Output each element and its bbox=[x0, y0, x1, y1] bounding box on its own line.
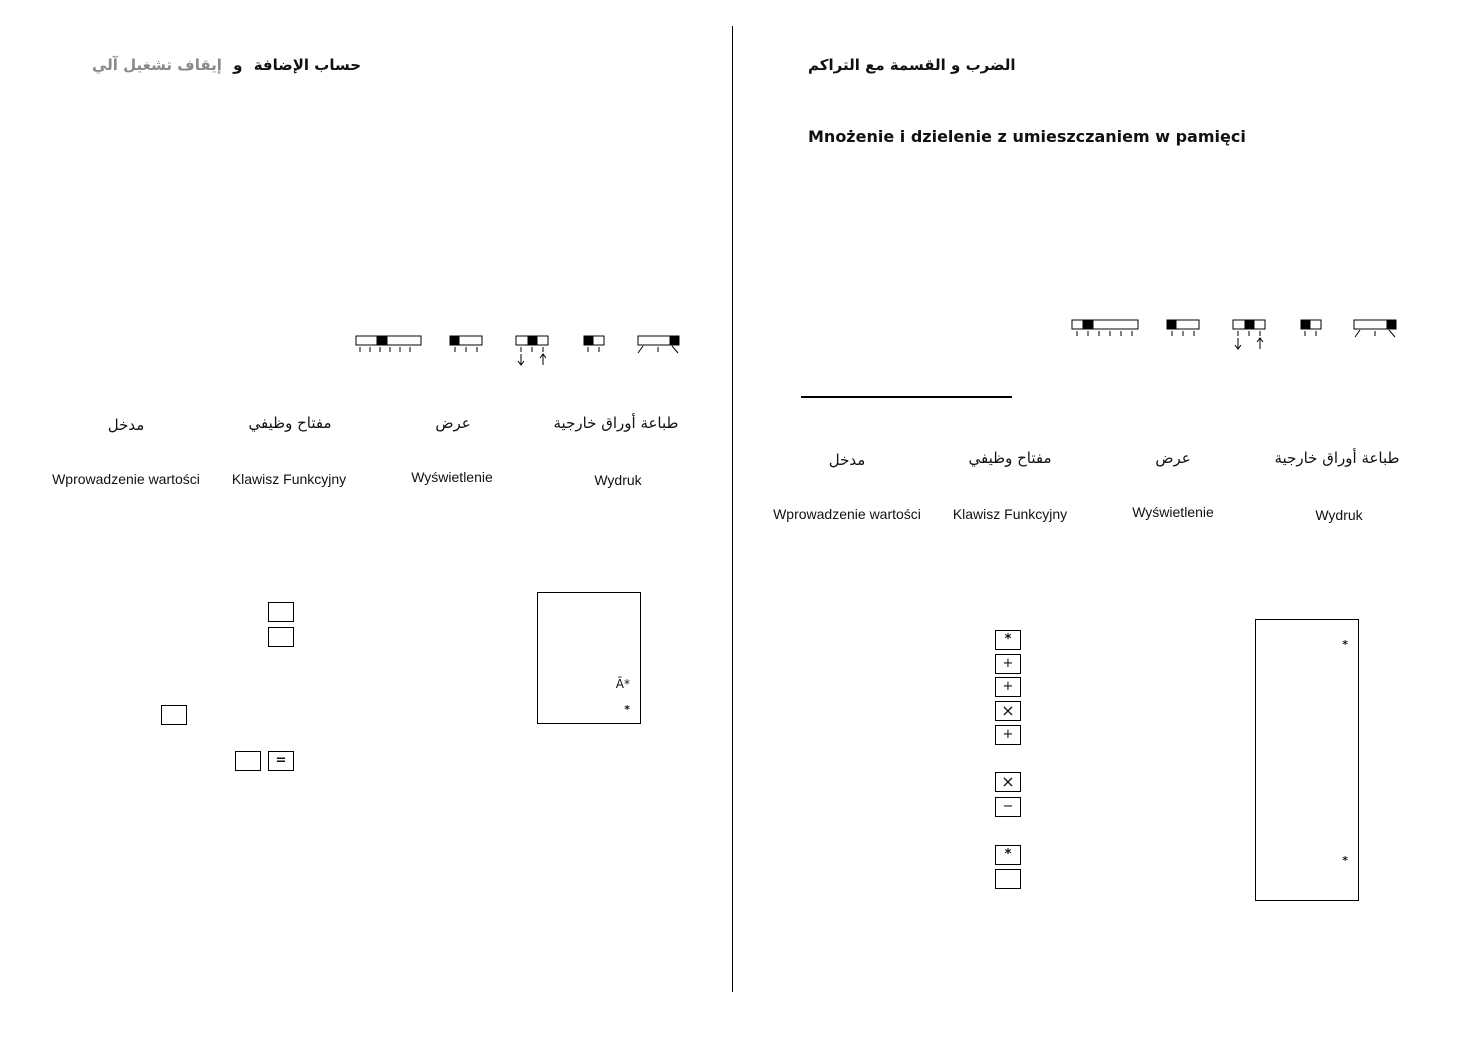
left-col-display-pl: Wyświetlenie bbox=[411, 469, 493, 485]
switch-round-mode bbox=[1233, 320, 1265, 349]
left-title-main: حساب الإضافة bbox=[253, 56, 362, 74]
right-col-function-ar: مفتاح وظيفي bbox=[968, 449, 1052, 467]
switch-item bbox=[584, 336, 604, 352]
left-col-print-pl: Wydruk bbox=[594, 472, 642, 488]
right-key-star-2: * bbox=[995, 845, 1021, 865]
left-col-display-ar: عرض bbox=[435, 414, 471, 432]
right-key-star-1: * bbox=[995, 630, 1021, 650]
switch-item bbox=[1301, 320, 1321, 336]
switch-round-mode bbox=[516, 336, 548, 365]
left-title-faded: إيقاف تشغيل آلي bbox=[92, 56, 222, 74]
left-key-2 bbox=[268, 627, 294, 647]
left-col-function-pl: Klawisz Funkcyjny bbox=[231, 471, 347, 487]
left-printout-tape bbox=[537, 592, 641, 724]
right-key-plus-1: + bbox=[995, 654, 1021, 674]
right-col-input-pl: Wprowadzenie wartości bbox=[773, 506, 921, 522]
left-col-input-ar: مدخل bbox=[107, 416, 145, 434]
right-tape-mark-1: * bbox=[1342, 638, 1348, 651]
right-key-plus-2: + bbox=[995, 677, 1021, 697]
left-col-input-pl: Wprowadzenie wartości bbox=[52, 471, 200, 487]
right-col-print-pl: Wydruk bbox=[1315, 507, 1363, 523]
left-title bbox=[92, 56, 361, 74]
right-col-display-pl: Wyświetlenie bbox=[1132, 504, 1214, 520]
right-title-ar: الضرب و القسمة مع التراكم bbox=[808, 56, 1016, 74]
switch-decimal bbox=[1072, 320, 1138, 336]
right-switch-diagram bbox=[1066, 314, 1406, 356]
left-tape-mark-2: * bbox=[624, 703, 630, 716]
right-key-times-2: × bbox=[995, 772, 1021, 792]
switch-decimal bbox=[356, 336, 421, 352]
right-key-minus: − bbox=[995, 797, 1021, 817]
left-key-1 bbox=[268, 602, 294, 622]
left-col-print-ar: طباعة أوراق خارجية bbox=[553, 414, 679, 432]
right-printout-tape bbox=[1255, 619, 1359, 901]
right-key-times-1: × bbox=[995, 701, 1021, 721]
switch-print bbox=[1354, 320, 1396, 337]
switch-rounding bbox=[450, 336, 482, 352]
page-divider bbox=[732, 26, 733, 992]
left-key-3 bbox=[161, 705, 187, 725]
right-title-pl: Mnożenie i dzielenie z umieszczaniem w pamięci bbox=[808, 127, 1246, 146]
left-title-and: و bbox=[233, 56, 243, 74]
left-tape-mark-1: Ā* bbox=[615, 677, 630, 691]
right-col-input-ar: مدخل bbox=[828, 451, 866, 469]
equals-key: = bbox=[268, 751, 294, 771]
right-col-function-pl: Klawisz Funkcyjny bbox=[952, 506, 1068, 522]
left-col-function-ar: مفتاح وظيفي bbox=[248, 414, 332, 432]
right-col-display-ar: عرض bbox=[1155, 449, 1191, 467]
left-switch-diagram bbox=[350, 330, 690, 372]
right-key-blank bbox=[995, 869, 1021, 889]
switch-print bbox=[638, 336, 679, 353]
right-col-print-ar: طباعة أوراق خارجية bbox=[1274, 449, 1400, 467]
right-tape-mark-2: * bbox=[1342, 854, 1348, 867]
right-key-plus-3: + bbox=[995, 725, 1021, 745]
right-separator-line bbox=[801, 396, 1012, 398]
switch-rounding bbox=[1167, 320, 1199, 336]
left-key-4 bbox=[235, 751, 261, 771]
